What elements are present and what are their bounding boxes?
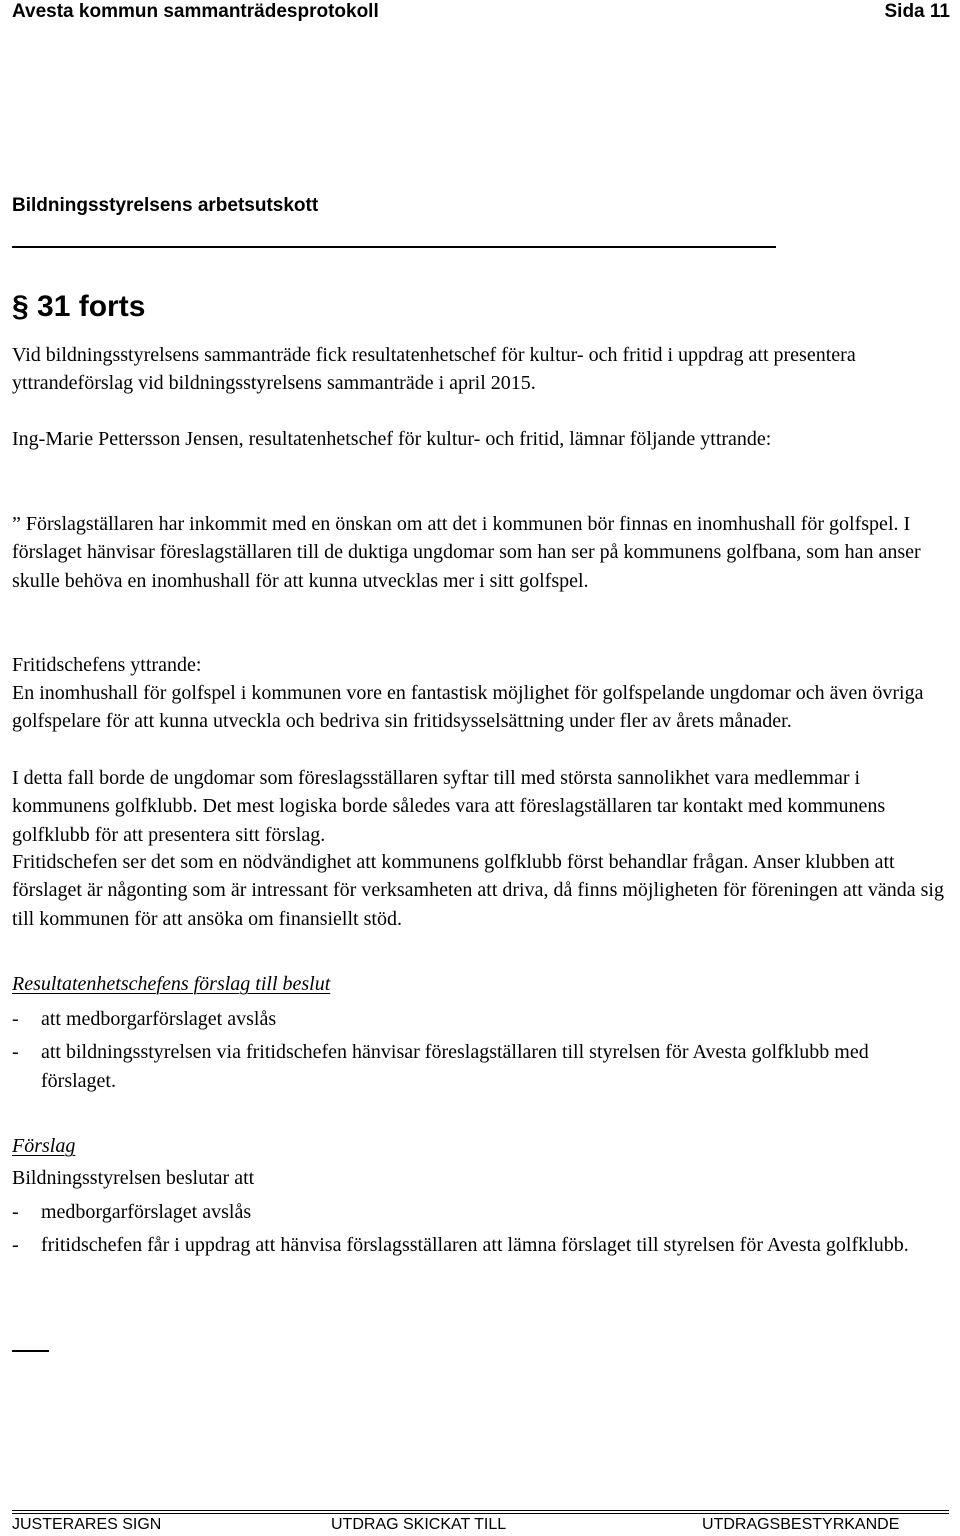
footer-sign: JUSTERARES SIGN: [12, 1516, 162, 1533]
fritid-label: Fritidschefens yttrande:: [12, 654, 202, 676]
footer-divider: [12, 1510, 949, 1511]
list-item: [12, 1231, 947, 1259]
committee-underline: [12, 246, 776, 248]
recommendation-heading: Resultatenhetschefens förslag till beslut: [12, 973, 331, 995]
footer-sent: UTDRAG SKICKAT TILL: [331, 1516, 507, 1533]
end-rule: [12, 1350, 49, 1352]
proposal-list: [12, 1198, 947, 1260]
section-heading-text: 31 forts: [37, 290, 146, 323]
footer-divider: [12, 1513, 949, 1514]
list-item-text: fritidschefen får i uppdrag att hänvisa förslagsställaren att lämna förslaget till styrelsen för Avesta golfklubb.: [41, 1234, 909, 1257]
list-item: [12, 1005, 947, 1033]
proposal-intro: Bildningsstyrelsen beslutar att: [12, 1167, 255, 1189]
list-dash: -: [12, 1234, 19, 1257]
fritid-paragraph-2: I detta fall borde de ungdomar som föreslagsställaren syftar till med största sannolikhet vara medlemmar i kommunens golfklubb. Det mest logiska borde således vara att föreslagställaren tar kontakt med kommunens golfklubb för att presentera sitt förslag.: [12, 767, 886, 846]
document-title: Avesta kommun sammanträdesprotokoll: [12, 1, 379, 22]
section-heading: [12, 290, 145, 324]
recommendation-list: [12, 1005, 947, 1095]
proposal-heading: Förslag: [12, 1135, 76, 1157]
list-item: [12, 1038, 947, 1095]
list-dash: -: [12, 1041, 19, 1064]
page-number: Sida 11: [884, 1, 950, 22]
proposal-quote-paragraph: ” Förslagställaren har inkommit med en önskan om att det i kommunen bör finnas en inomhushall för golfspel. I förslaget hänvisar föreslagställaren till de duktiga ungdomar som han ser på kommunens golfbana, som han anser skulle behöva en inomhushall för att kunna utvecklas mer i sitt golfspel.: [12, 513, 921, 592]
list-dash: -: [12, 1201, 19, 1223]
list-dash: -: [12, 1008, 19, 1030]
intro-paragraph: Vid bildningsstyrelsens sammanträde fick resultatenhetschef för kultur- och fritid i uppdrag att presentera yttrandeförslag vid bildningsstyrelsens sammanträde i april 2015.: [12, 344, 856, 395]
fritid-paragraph-1: En inomhushall för golfspel i kommunen vore en fantastisk möjlighet för golfspelande ungdomar och även övriga golfspelare för att kunna utveckla och bedriva sin fritidsysselsättning under fler av årets månader.: [12, 682, 924, 733]
footer-certifier: UTDRAGSBESTYRKANDE: [702, 1516, 900, 1533]
statement-intro-paragraph: Ing-Marie Pettersson Jensen, resultatenhetschef för kultur- och fritid, lämnar följande yttrande:: [12, 428, 772, 450]
list-item-text: att medborgarförslaget avslås: [41, 1008, 277, 1030]
list-item: [12, 1198, 947, 1226]
list-item-text: att bildningsstyrelsen via fritidschefen hänvisar föreslagställaren till styrelsen för Avesta golfklubb med förslaget.: [41, 1041, 869, 1092]
fritid-paragraph-3: Fritidschefen ser det som en nödvändighet att kommunens golfklubb först behandlar frågan. Anser klubben att förslaget är någonting som är intressant för verksamheten att driva, då finns möjligheten för föreningen att vända sig till kommunen för att ansöka om finansiellt stöd.: [12, 851, 944, 930]
section-mark: §: [12, 290, 29, 323]
list-item-text: medborgarförslaget avslås: [41, 1201, 252, 1223]
committee-name: Bildningsstyrelsens arbetsutskott: [12, 195, 319, 216]
